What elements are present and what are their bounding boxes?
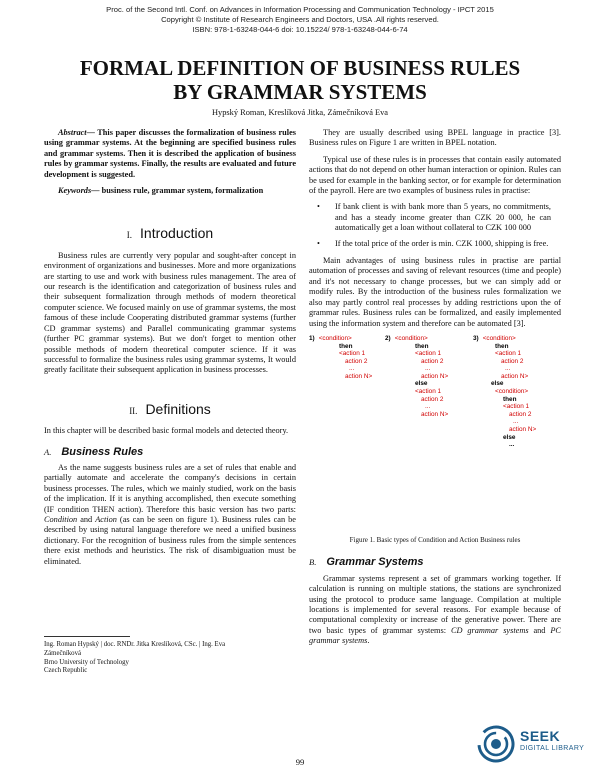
seek-logo-icon: [476, 724, 516, 764]
keywords-label: Keywords—: [58, 186, 100, 196]
rule-type-3: [473, 335, 536, 449]
nested-then-label: then: [503, 395, 517, 403]
typical-use-paragraph: Typical use of these rules is in processes that contain easily automated actions that do not depend on other human interaction or opinion. Rules can be used for example in the banking sector, or for example for determination of the payroll. Here are two examples of business rules in practise:: [309, 154, 561, 196]
subsection-title: Business Rules: [61, 445, 144, 458]
ellipsis: ...: [509, 441, 515, 449]
then-label: then: [339, 342, 353, 350]
else-label: else: [491, 380, 504, 388]
nested-action-n-label: action N>: [509, 426, 537, 434]
and-text: and: [528, 625, 551, 635]
nested-action-1-label: <action 1: [503, 403, 530, 411]
action-1-label: <action 1: [415, 350, 442, 358]
ellipsis: ...: [425, 365, 431, 373]
action-2-label: action 2: [501, 357, 524, 365]
else-label: else: [415, 380, 428, 388]
subsection-title: Grammar Systems: [326, 556, 424, 569]
seek-subtitle: DIGITAL LIBRARY: [520, 745, 585, 752]
section-number: I.: [126, 230, 133, 241]
condition-label: <condition>: [482, 334, 516, 342]
header-line-2: Copyright © Institute of Research Engineers and Doctors, USA .All rights reserved.: [161, 15, 439, 24]
definitions-paragraph: In this chapter will be described basic formal models and detected theory.: [44, 426, 289, 436]
then-label: then: [495, 342, 509, 350]
nested-else-label: else: [503, 433, 516, 441]
figure-1-diagram: [309, 335, 561, 531]
abstract: [44, 128, 296, 180]
bpel-paragraph: They are usually described using BPEL language in practice [3]. Business rules on Figure 1 are written in BPEL notation.: [309, 128, 561, 148]
seek-name: SEEK: [520, 728, 561, 744]
right-column: [309, 128, 561, 647]
left-column: [44, 128, 296, 567]
list-item: [309, 239, 561, 249]
section-title: Definitions: [145, 400, 211, 417]
header-line-1: Proc. of the Second Intl. Conf. on Advances in Information Processing and Communication Technology - IPCT 2015: [106, 5, 494, 14]
else-action-n-label: action N>: [421, 410, 449, 418]
seek-digital-library-logo: [476, 724, 596, 770]
abstract-label: Abstract—: [58, 128, 95, 137]
section-heading-definitions: [44, 400, 296, 417]
pc-term: PC grammar systems: [309, 625, 561, 646]
nested-condition-label: <condition>: [495, 388, 529, 396]
condition-term: Condition: [44, 514, 78, 524]
action-n-label: action N>: [421, 372, 449, 380]
action-1-label: <action 1: [339, 350, 366, 358]
action-2-label: action 2: [421, 357, 444, 365]
cd-term: CD grammar systems: [450, 625, 529, 635]
title-line-2: BY GRAMMAR SYSTEMS: [173, 80, 427, 104]
action-2-label: action 2: [345, 357, 368, 365]
page-number: 99: [295, 757, 305, 767]
footnote-line-1: Ing. Roman Hypský | doc. RNDr. Jitka Kreslíková, CSc. | Ing. Eva: [44, 641, 226, 648]
condition-label: <condition>: [394, 334, 428, 342]
business-rules-text-a: As the name suggests business rules are a set of rules that enable and partially automate and accelerate the company's decisions in certain business processes. The rules, which we mainly studied, work on the basis of the implication. If it is anything accomplished, then execute something (IF condition THEN action). Therefore this basic version has two parts:: [44, 462, 296, 514]
grammar-systems-text: Grammar systems represent a set of grammars working together. If calculation is running on multiple stations, the stations are synchronized using the protocol to produce same language. Compilation at multiple locations is implemented for several reasons. For example because of computational complexity or increase of the generative power. There are two basic types of grammar systems:: [309, 573, 561, 635]
keywords: [44, 186, 296, 196]
rule-number: 3): [473, 334, 479, 342]
bullet-icon: •: [317, 202, 320, 212]
footnote-line-3: Brno University of Technology: [44, 658, 129, 666]
nested-action-2-label: action 2: [509, 410, 532, 418]
and-text: and: [77, 514, 96, 524]
seek-text: [520, 728, 584, 753]
list-item-text: If the total price of the order is min. CZK 1000, shipping is free.: [335, 238, 549, 248]
examples-list: [309, 202, 561, 249]
then-label: then: [415, 342, 429, 350]
business-rules-paragraph: [44, 463, 296, 567]
abstract-text: This paper discusses the formalization of business rules using grammar systems. At the beginning are specified business rules and grammar systems. Then it is described the application of business rules by grammar systems. Finally, the results are evaluated and future development is suggested.: [44, 128, 296, 179]
rule-number: 2): [385, 334, 391, 342]
action-n-label: action N>: [501, 372, 529, 380]
rule-type-2: [385, 335, 448, 419]
bullet-icon: •: [317, 238, 320, 248]
authors: Hypský Roman, Kreslíková Jitka, Zámečníková Eva: [211, 108, 389, 117]
action-n-label: action N>: [345, 372, 373, 380]
subsection-number: B.: [309, 557, 317, 568]
footnote: [44, 641, 296, 676]
subsection-heading-grammar-systems: [309, 557, 561, 568]
section-title: Introduction: [140, 225, 214, 242]
title-line-1: FORMAL DEFINITION OF BUSINESS RULES: [79, 56, 521, 80]
list-item-text: If bank client is with bank more than 5 years, no commitments, and has a steady income greater than CZK 20 000, he can automatically get a loan without collateral to CZK 100 000: [335, 202, 551, 233]
period: .: [367, 636, 370, 646]
rule-type-1: [309, 335, 372, 381]
paper-title: [0, 56, 600, 104]
footnote-divider: [44, 636, 130, 637]
condition-label: <condition>: [318, 334, 352, 342]
list-item: [309, 202, 561, 233]
subsection-number: A.: [44, 446, 52, 457]
header-line-3: ISBN: 978-1-63248-044-6 doi: 10.15224/ 978-1-63248-044-6-74: [192, 25, 408, 34]
subsection-heading-business-rules: [44, 447, 296, 458]
footnote-line-2: Zámečníková: [44, 649, 81, 657]
advantages-paragraph: Main advantages of using business rules in practise are partial automation of processes and saving of relevant resources (time and people) and it's not necessary to change processes, but we can simply add or modify rules. By the introduction of the business rules formalization we also may partly control real processes by adding restrictions upon the of grammar rules. Business rules can be formalized, and easily implemented using the information system and therefore can be automated [3].: [309, 256, 561, 328]
proceedings-header: [0, 5, 600, 35]
business-rules-text-b: (as can be seen on figure 1). Business rules can be described by using natural language therefore we need a unified business dictionary. For the recognition of business rules from the simple sentences there exist methods and heuristics. The risk of disambiguation must be eliminated.: [44, 514, 296, 566]
ellipsis: ...: [513, 418, 519, 426]
else-action-1-label: <action 1: [415, 388, 442, 396]
else-action-2-label: action 2: [421, 395, 444, 403]
intro-paragraph: Business rules are currently very popular and sought-after concept in environment of organizations and businesses. More and more organizations are starting to use and work with business rules management. The area of our research is the identification and categorization of business rules and their subsequent formalization through methods of modern theoretical computer science. We focused mainly on use of grammar systems, the most famous of these include Cooperating distributed grammar systems (further CD grammar systems) and Parallel communicating grammar systems (further PC grammar systems). But we don't forget to mention other possible methods of modern theoretical computer science. If it was successful to formalize the business rules using grammar systems, It would greatly facilitate their subsequent application in business processes.: [44, 250, 296, 375]
action-term: Action: [95, 514, 117, 524]
section-number: II.: [129, 405, 138, 416]
ellipsis: ...: [425, 403, 431, 411]
ellipsis: ...: [505, 365, 511, 373]
action-1-label: <action 1: [495, 350, 522, 358]
ellipsis: ...: [349, 365, 355, 373]
footnote-line-4: Czech Republic: [44, 667, 88, 675]
section-heading-introduction: [44, 225, 296, 242]
keywords-text: business rule, grammar system, formalization: [99, 186, 264, 196]
rule-number: 1): [309, 334, 315, 342]
figure-caption: Figure 1. Basic types of Condition and Action Business rules: [349, 535, 521, 544]
grammar-systems-paragraph: [309, 574, 561, 647]
